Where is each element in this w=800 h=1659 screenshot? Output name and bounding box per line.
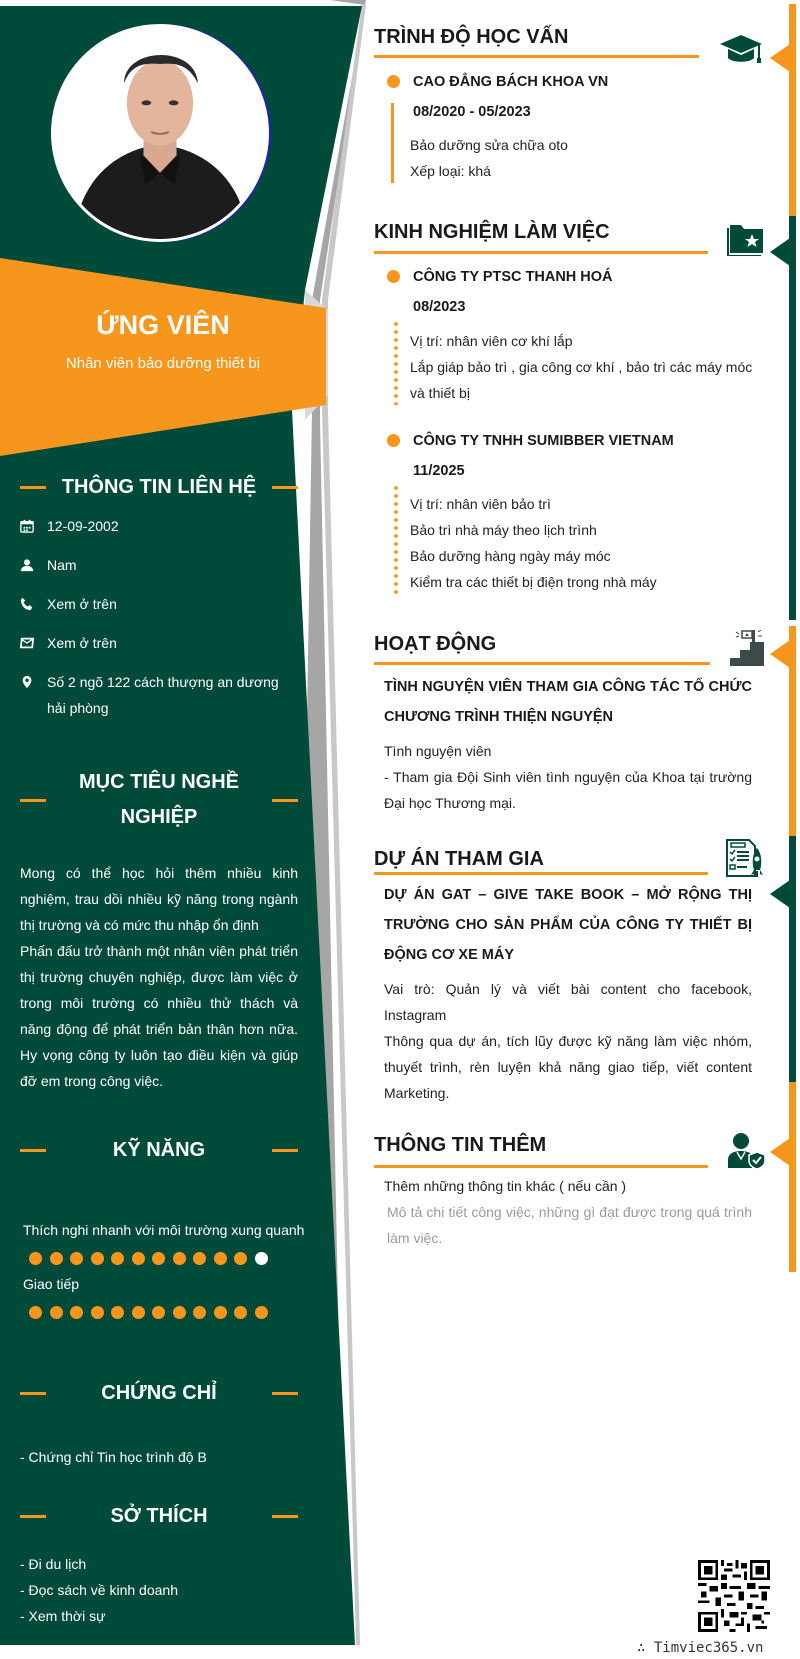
heading-dash-right [272, 1515, 298, 1518]
activities-heading: HOẠT ĐỘNG [374, 633, 497, 655]
job-details: Vị trí: nhân viên bảo trì Bảo trì nhà máy theo lịch trình Bảo dưỡng hàng ngày máy móc Kiểm tra các thiết bị điện trong nhà máy [410, 496, 657, 590]
avatar-photo [51, 24, 269, 242]
watermark: ∴ Timviec365.vn [637, 1640, 764, 1656]
section-rule [374, 251, 708, 254]
rating-dot-filled [111, 1252, 124, 1265]
hobbies-heading: SỞ THÍCH [20, 1499, 298, 1534]
education-heading: TRÌNH ĐỘ HỌC VẤN [374, 26, 569, 48]
skill-rating [29, 1306, 268, 1319]
section-arrow [770, 640, 790, 668]
rating-dot-filled [70, 1306, 83, 1319]
skill-name: Thích nghi nhanh với môi trường xung quanh [23, 1222, 305, 1238]
contact-email: Xem ở trên [20, 630, 300, 656]
heading-dash-left [20, 1149, 46, 1152]
right-strip-green [789, 836, 796, 1082]
hobby-item: - Đi du lịch [20, 1556, 87, 1572]
section-rule [374, 1165, 708, 1168]
project-role: Vai trò: Quản lý và viết bài content cho facebook, Instagram [384, 981, 752, 1023]
company-name: CÔNG TY PTSC THANH HOÁ [413, 269, 613, 285]
timeline-dotted-line [394, 320, 398, 405]
heading-dash-right [272, 486, 298, 489]
rating-dot-filled [111, 1306, 124, 1319]
section-rule [374, 55, 699, 58]
rating-dot-filled [152, 1252, 165, 1265]
right-strip-orange [789, 1082, 796, 1272]
hobbies-list [20, 1551, 178, 1629]
checklist-rocket-icon [725, 838, 765, 880]
contact-phone: Xem ở trên [20, 591, 300, 617]
project-description: Thông qua dự án, tích lũy được kỹ năng làm việc nhóm, thuyết trình, rèn luyện khả năng giao tiếp, viết content Marketing. [384, 1033, 752, 1101]
person-photo-icon [54, 27, 266, 239]
rating-dot-filled [132, 1252, 145, 1265]
map-marker-icon [20, 669, 47, 695]
rating-dot-filled [50, 1252, 63, 1265]
rating-dot-filled [173, 1306, 186, 1319]
skill-name: Giao tiếp [23, 1276, 80, 1292]
contact-birthday: 12-09-2002 [20, 513, 300, 539]
hobby-item: - Xem thời sự [20, 1608, 106, 1624]
heading-dash-left [20, 486, 46, 489]
section-rule [374, 872, 708, 875]
graduation-cap-icon [718, 30, 764, 70]
projects-heading: DỰ ÁN THAM GIA [374, 848, 544, 870]
user-shield-icon [727, 1132, 767, 1170]
activity-title: TÌNH NGUYỆN VIÊN THAM GIA CÔNG TÁC TỔ CHỨC CHƯƠNG TRÌNH THIỆN NGUYỆN [384, 679, 752, 725]
rating-dot-filled [214, 1306, 227, 1319]
heading-dash-right [272, 1392, 298, 1395]
objective-text-2: Phấn đấu trở thành một nhân viên phát triển thị trường chuyên nghiệp, được làm việc ở trong môi trường có nhiều thử thách và năng động để phát triển bản thân hơn nữa. Hy vọng công ty luôn tạo điều kiện và giúp đỡ em trong công việc. [20, 943, 298, 1089]
section-rule [374, 662, 710, 665]
skill-rating [29, 1252, 268, 1265]
right-strip-green [789, 216, 796, 620]
timeline-bullet [387, 270, 400, 283]
school-name: CAO ĐẲNG BÁCH KHOA VN [413, 74, 609, 90]
candidate-name: ỨNG VIÊN [96, 310, 230, 340]
education-period: 08/2020 - 05/2023 [413, 104, 531, 120]
folder-star-icon [725, 222, 765, 258]
right-strip-orange [789, 4, 796, 216]
user-icon [20, 552, 47, 578]
rating-dot-filled [132, 1306, 145, 1319]
project-title: DỰ ÁN GAT – GIVE TAKE BOOK – MỞ RỘNG THỊ TRƯỜNG CHO SẢN PHẨM CỦA CÔNG TY THIẾT BỊ ĐỘNG CƠ XE MÁY [384, 887, 752, 963]
rating-dot-filled [173, 1252, 186, 1265]
rating-dot-filled [193, 1306, 206, 1319]
section-arrow [770, 238, 790, 266]
activity-description: - Tham gia Đội Sinh viên tình nguyện của Khoa tại trường Đại học Thương mại. [384, 769, 752, 811]
rating-dot-filled [214, 1252, 227, 1265]
rating-dot-filled [50, 1306, 63, 1319]
timeline-line [391, 103, 394, 183]
phone-icon [20, 591, 47, 617]
rating-dot-filled [91, 1306, 104, 1319]
section-arrow [770, 1138, 790, 1166]
additional-info-heading: THÔNG TIN THÊM [374, 1134, 547, 1156]
education-details: Bảo dưỡng sửa chữa oto Xếp loại: khá [410, 137, 568, 179]
section-arrow [770, 880, 790, 908]
contact-heading: THÔNG TIN LIÊN HỆ [20, 470, 298, 505]
heading-dash-left [20, 799, 46, 802]
job-date: 08/2023 [413, 299, 466, 315]
additional-info-placeholder: Mô tả chi tiết công việc, những gì đạt được trong quá trình làm việc. [387, 1204, 752, 1246]
calendar-icon [20, 513, 47, 539]
certificate-item: - Chứng chỉ Tin học trình độ B [20, 1449, 207, 1465]
certificates-heading: CHỨNG CHỈ [20, 1376, 298, 1411]
timeline-bullet [387, 434, 400, 447]
rating-dot-filled [91, 1252, 104, 1265]
rating-dot-empty [255, 1252, 268, 1265]
rating-dot-filled [29, 1252, 42, 1265]
heading-dash-right [272, 1149, 298, 1152]
rating-dot-filled [152, 1306, 165, 1319]
envelope-icon [20, 630, 47, 656]
heading-dash-left [20, 1515, 46, 1518]
objective-heading: MỤC TIÊU NGHỀ NGHIỆP [20, 765, 298, 835]
rating-dot-filled [29, 1306, 42, 1319]
candidate-position: Nhân viên bảo dưỡng thiết bị [65, 355, 261, 372]
rating-dot-filled [234, 1252, 247, 1265]
rating-dot-filled [234, 1306, 247, 1319]
contact-gender: Nam [20, 552, 300, 578]
job-details: Vị trí: nhân viên cơ khí lắp Lắp giáp bảo trì , gia công cơ khí , bảo trì các máy móc và thiết bị [410, 333, 753, 401]
hobby-item: - Đọc sách về kinh doanh [20, 1582, 178, 1598]
contact-address: Số 2 ngõ 122 cách thượng an dương hải phòng [20, 669, 300, 721]
qr-code [698, 1560, 770, 1632]
activity-role: Tình nguyện viên [384, 743, 492, 759]
rating-dot-filled [255, 1306, 268, 1319]
objective-text-1: Mong có thể học hỏi thêm nhiều kinh nghiệm, trau dồi nhiều kỹ năng trong ngành thị trường và có mức thu nhập ổn định [20, 865, 298, 933]
heading-dash-left [20, 1392, 46, 1395]
additional-info-line: Thêm những thông tin khác ( nếu cần ) [384, 1178, 627, 1194]
company-name: CÔNG TY TNHH SUMIBBER VIETNAM [413, 433, 674, 449]
experience-heading: KINH NGHIỆM LÀM VIỆC [374, 221, 610, 243]
timeline-bullet [387, 75, 400, 88]
timeline-dotted-line [394, 484, 398, 594]
section-arrow [770, 44, 790, 72]
heading-dash-right [272, 799, 298, 802]
right-strip-orange [789, 626, 796, 836]
stairs-flag-icon [728, 628, 768, 668]
rating-dot-filled [70, 1252, 83, 1265]
skills-heading: KỸ NĂNG [20, 1133, 298, 1168]
job-date: 11/2025 [413, 463, 465, 479]
rating-dot-filled [193, 1252, 206, 1265]
